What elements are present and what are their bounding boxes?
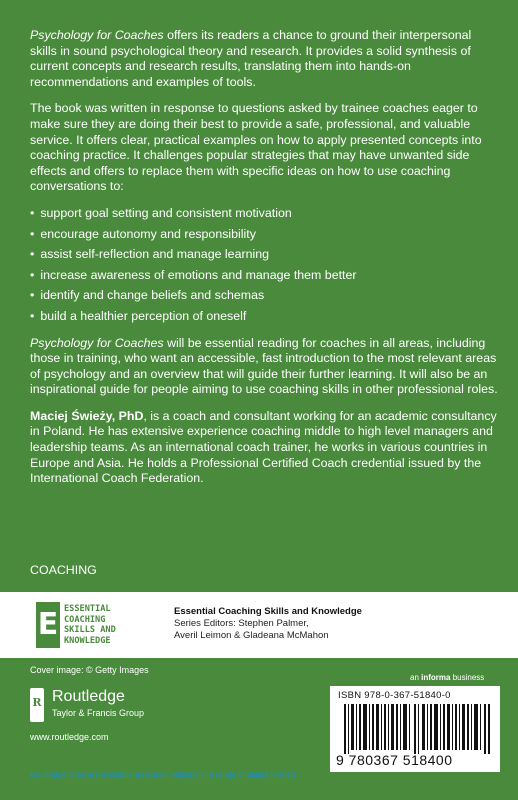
series-band [0, 592, 518, 658]
bullet-list [30, 206, 500, 325]
series-editors: Series Editors: Stephen Palmer, [174, 618, 309, 629]
intro-paragraph: Psychology for Coaches offers its readers a chance to ground their interpersonal skills in sound psychological theory and research. It provides a solid synthesis of current concepts and research results, translating them into hands-on recommendations and examples of tools. [30, 28, 472, 89]
back-cover-blurb [30, 28, 500, 498]
list-item: • identify and change beliefs and schemas [30, 288, 265, 303]
list-item: • build a healthier perception of oneself [30, 308, 247, 323]
barcode-number: 9 780367 518400 [336, 752, 453, 768]
ebook-note: Routledge titles are available as eBook editions in a range of digital formats [30, 770, 297, 779]
list-item: • support goal setting and consistent motivation [30, 205, 292, 220]
publisher-website: www.routledge.com [30, 732, 109, 742]
routledge-icon: R [30, 688, 44, 722]
publisher-group: Taylor & Francis Group [52, 708, 145, 718]
book-title-italic: Psychology for Coaches [30, 335, 164, 350]
purpose-paragraph: The book was written in response to questions asked by trainee coaches eager to make sure they are doing their best to provide a safe, professional, and valuable service. It offers clear, practical examples on how to apply presented concepts into coaching practice. It challenges popular strategies that may have unwanted side effects and offers to replace them with specific ideas on how to use coaching conversations to: [30, 101, 482, 194]
publisher-name: Routledge [52, 688, 125, 705]
series-editors: Averil Leimon & Gladeana McMahon [174, 630, 329, 641]
audience-paragraph: Psychology for Coaches will be essential reading for coaches in all areas, including those in training, who want an accessible, fast introduction to the most relevant areas of psychology and an overview that will guide their further learning. It will also be an inspirational guide for people aiming to use coaching skills in other professional roles. [30, 335, 498, 397]
publisher-logo [30, 686, 150, 726]
isbn-label: ISBN 978-0-367-51840-0 [338, 690, 451, 701]
list-item: • encourage autonomy and responsibility [30, 226, 256, 241]
author-paragraph: Maciej Świeży, PhD, is a coach and consultant working for an academic consultancy in Poland. He has extensive experience coaching middle to high level managers and leadership teams. As an international coach trainer, he works in various countries in Europe and Asia. He holds a Professional Certified Coach credential issued by the International Coach Federation. [30, 408, 497, 486]
barcode-icon [344, 704, 490, 754]
list-item: • increase awareness of emotions and manage them better [30, 267, 357, 282]
series-title: Essential Coaching Skills and Knowledge [174, 606, 362, 617]
cover-image-credit: Cover image: © Getty Images [30, 665, 149, 675]
informa-business-tag: an informa business [410, 673, 485, 682]
series-info [174, 606, 362, 642]
book-title-italic: Psychology for Coaches [30, 28, 164, 42]
list-item: • assist self-reflection and manage learning [30, 247, 270, 262]
series-logo-mark: E [36, 602, 60, 648]
author-name: Maciej Świeży, PhD [30, 408, 144, 423]
series-logo: E ESSENTIAL COACHING SKILLS AND KNOWLEDGE [36, 602, 148, 648]
subject-category: COACHING [30, 563, 97, 577]
barcode-box [330, 686, 500, 772]
